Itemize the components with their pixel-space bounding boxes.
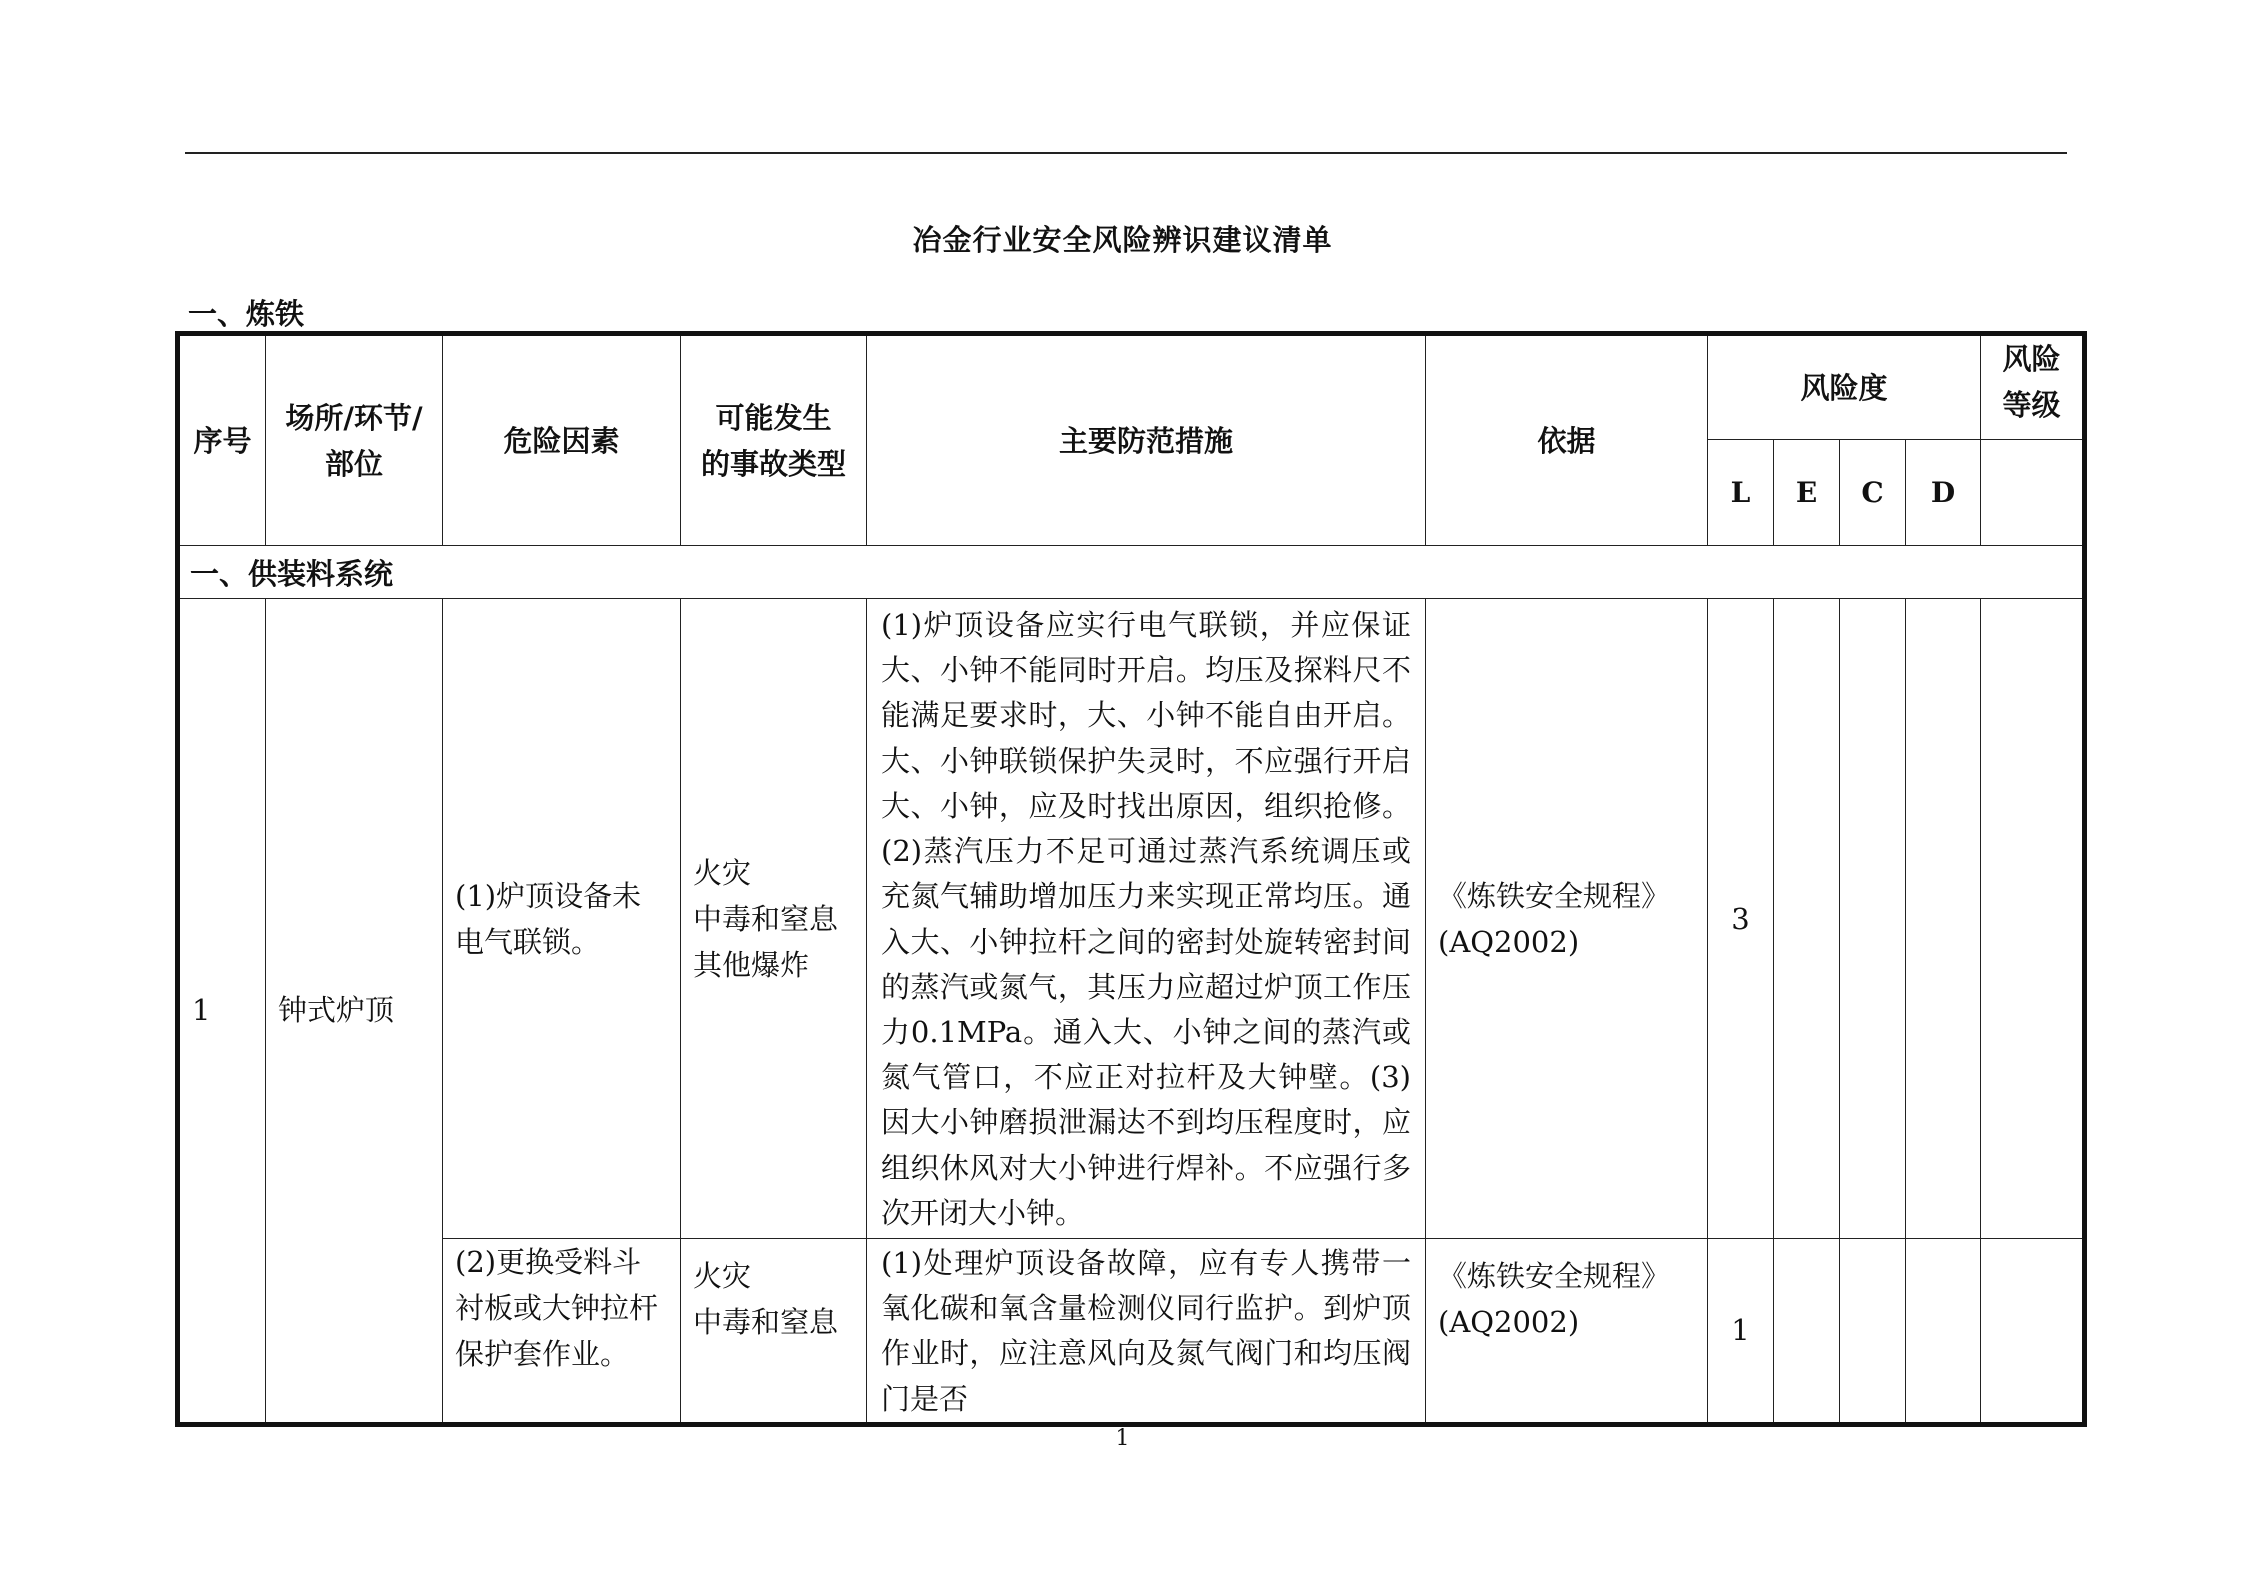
row-C-value — [1840, 1239, 1906, 1425]
header-hazard: 危险因素 — [443, 334, 681, 546]
row-L-value: 1 — [1708, 1239, 1774, 1425]
subsection-heading: 一、供装料系统 — [178, 546, 2085, 599]
row-seq: 1 — [178, 599, 266, 1425]
header-accident-line1: 可能发生 — [715, 400, 832, 435]
header-location-line1: 场所/环节/ — [285, 400, 423, 435]
header-accident-type — [681, 334, 867, 546]
header-risk-level — [1981, 334, 2085, 440]
row-basis — [1426, 599, 1708, 1239]
row-L-value: 3 — [1708, 599, 1774, 1239]
row-location: 钟式炉顶 — [266, 599, 443, 1425]
header-risk-level-line2: 等级 — [2002, 388, 2061, 422]
basis-standard: 《炼铁安全规程》 — [1438, 1259, 1671, 1293]
header-location — [266, 334, 443, 546]
header-C: C — [1840, 440, 1906, 546]
header-E: E — [1774, 440, 1840, 546]
row-E-value — [1774, 1239, 1840, 1425]
page-number: 1 — [1115, 1426, 1130, 1451]
row-measures: (1)处理炉顶设备故障，应有专人携带一氧化碳和氧含量检测仪同行监护。到炉顶作业时，应注意风向及氮气阀门和均压阀门是否 — [867, 1239, 1426, 1425]
accident-type: 火灾 — [693, 1259, 752, 1293]
row-hazard: (1)炉顶设备未电气联锁。 — [443, 599, 681, 1239]
row-E-value — [1774, 599, 1840, 1239]
header-risk-level-line1: 风险 — [2002, 342, 2061, 376]
row-accident-types — [681, 1239, 867, 1425]
basis-code: (AQ2002) — [1438, 924, 1580, 959]
header-risk-degree: 风险度 — [1708, 334, 1981, 440]
row-D-value — [1906, 599, 1981, 1239]
accident-type: 其他爆炸 — [693, 947, 810, 982]
basis-standard: 《炼铁安全规程》 — [1438, 878, 1671, 913]
document-title: 冶金行业安全风险辨识建议清单 — [912, 223, 1333, 257]
risk-table — [175, 331, 2087, 1427]
header-risk-level-empty — [1981, 440, 2085, 546]
accident-type: 中毒和窒息 — [693, 1305, 839, 1339]
header-rule — [185, 152, 2067, 154]
section-heading: 一、炼铁 — [188, 297, 305, 331]
row-D-value — [1906, 1239, 1981, 1425]
row-risk-level — [1981, 1239, 2085, 1425]
header-measures: 主要防范措施 — [867, 334, 1426, 546]
row-basis — [1426, 1239, 1708, 1425]
header-D: D — [1906, 440, 1981, 546]
row-risk-level — [1981, 599, 2085, 1239]
accident-type: 中毒和窒息 — [693, 901, 839, 936]
row-measures: (1)炉顶设备应实行电气联锁，并应保证大、小钟不能同时开启。均压及探料尺不能满足要求时，大、小钟不能自由开启。大、小钟联锁保护失灵时，不应强行开启大、小钟，应及时找出原因，组织抢修。(2)蒸汽压力不足可通过蒸汽系统调压或充氮气辅助增加压力来实现正常均压。通入大、小钟拉杆之间的密封处旋转密封间的蒸汽或氮气，其压力应超过炉顶工作压力0.1MPa。通入大、小钟之间的蒸汽或氮气管口，不应正对拉杆及大钟壁。(3)因大小钟磨损泄漏达不到均压程度时，应组织休风对大小钟进行焊补。不应强行多次开闭大小钟。 — [867, 599, 1426, 1239]
header-L: L — [1708, 440, 1774, 546]
row-C-value — [1840, 599, 1906, 1239]
header-accident-line2: 的事故类型 — [700, 446, 846, 481]
basis-code: (AQ2002) — [1438, 1305, 1580, 1339]
header-location-line2: 部位 — [324, 446, 383, 481]
header-seq: 序号 — [178, 334, 266, 546]
row-accident-types — [681, 599, 867, 1239]
accident-type: 火灾 — [693, 855, 752, 890]
row-hazard: (2)更换受料斗衬板或大钟拉杆保护套作业。 — [443, 1239, 681, 1425]
header-basis: 依据 — [1426, 334, 1708, 546]
